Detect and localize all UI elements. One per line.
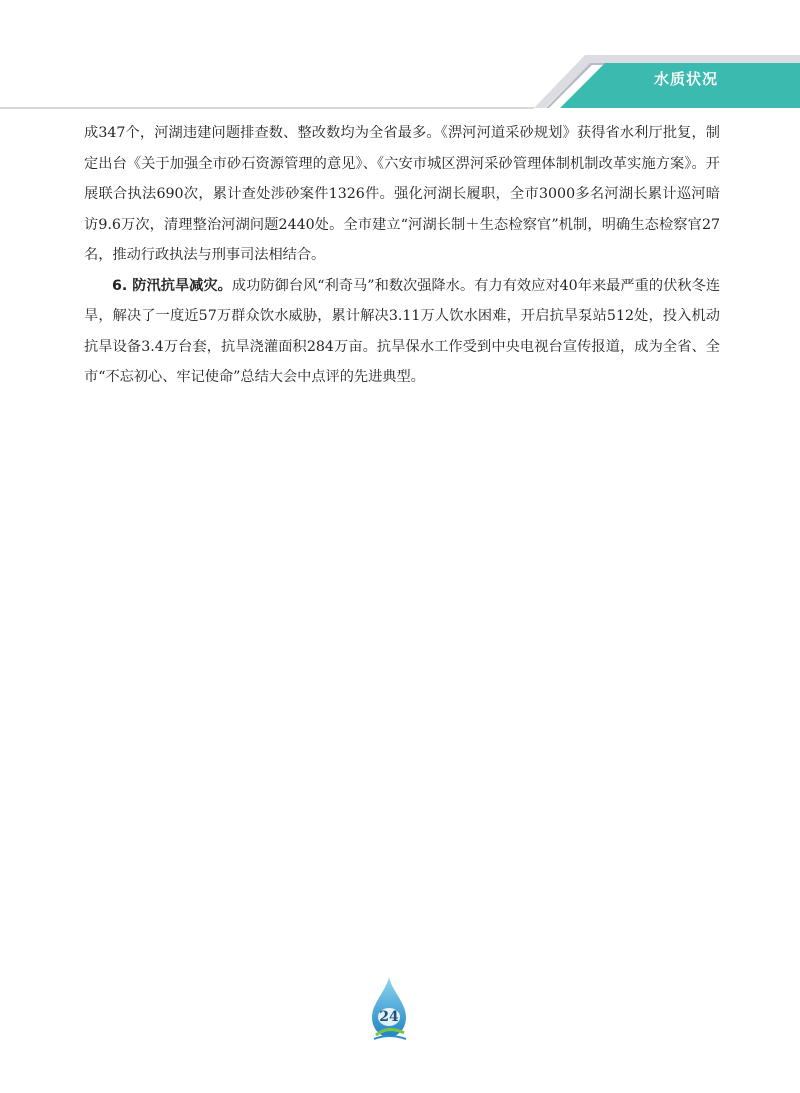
item-text: 成功防御台风“利奇马”和数次强降水。有力有效应对40年来最严重的伏秋冬连旱，解决了一度近57万群众饮水威胁，累计解决3.11万人饮水困难，开启抗旱泵站512处，投入机动抗旱设备3.4万台套，抗旱浇灌面积284万亩。抗旱保水工作受到中央电视台宣传报道，成为全省、全市“不忘初心、牢记使命”总结大会中点评的先进典型。 — [84, 277, 721, 385]
page-header — [0, 0, 800, 120]
page-number: 24 — [379, 1009, 399, 1025]
page-footer — [364, 975, 424, 1045]
section-label: 水质状况 — [653, 70, 718, 88]
header-banner — [0, 0, 800, 120]
body-text — [84, 118, 720, 393]
paragraph: 成347个，河湖违建问题排查数、整改数均为全省最多。《淠河河道采砂规划》获得省水利厅批复，制定出台《关于加强全市砂石资源管理的意见》、《六安市城区淠河采砂管理体制机制改革实施方案》。开展联合执法690次，累计查处涉砂案件1326件。强化河湖长履职，全市3000多名河湖长累计巡河暗访9.6万次，清理整治河湖问题2440处。全市建立“河湖长制＋生态检察官”机制，明确生态检察官27名，推动行政执法与刑事司法相结合。 — [84, 125, 720, 263]
list-item — [84, 271, 720, 393]
item-title: 6. 防汛抗旱减灾。 — [112, 277, 232, 294]
